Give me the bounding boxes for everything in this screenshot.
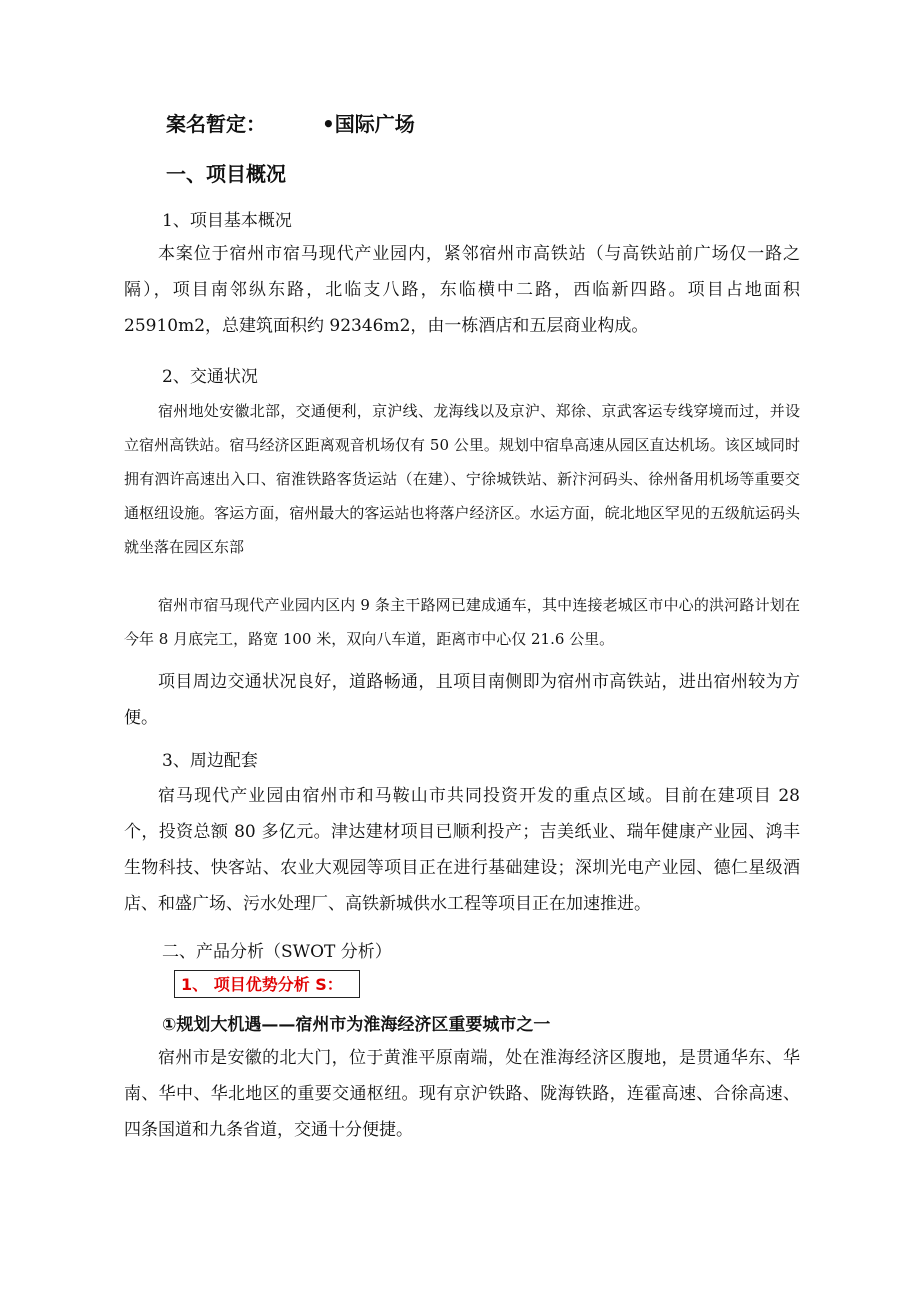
- sub2-paragraph-2: 宿州市宿马现代产业园内区内 9 条主干路网已建成通车，其中连接老城区市中心的洪河路计划在今年 8 月底完工，路宽 100 米，双向八车道，距离市中心仅 21.6 公里。: [124, 596, 800, 648]
- section2-heading: 二、产品分析（SWOT 分析）: [162, 942, 392, 962]
- case-label: 案名暂定：: [166, 112, 266, 136]
- sub2-paragraph-3: 项目周边交通状况良好，道路畅通，且项目南侧即为宿州市高铁站，进出宿州较为方便。: [124, 672, 800, 728]
- point1-paragraph: 宿州市是安徽的北大门，位于黄淮平原南端，处在淮海经济区腹地，是贯通华东、华南、华中、华北地区的重要交通枢纽。现有京沪铁路、陇海铁路，连霍高速、合徐高速、四条国道和九条省道，交通十分便捷。: [124, 1048, 800, 1140]
- case-name: •国际广场: [322, 112, 415, 136]
- sub2-heading: 2、交通状况: [162, 367, 258, 387]
- point1-heading: ①规划大机遇——宿州市为淮海经济区重要城市之一: [162, 1015, 551, 1035]
- section1-heading: 一、项目概况: [166, 162, 286, 186]
- strength-analysis-heading: 1、 项目优势分析 S：: [174, 970, 360, 998]
- sub1-paragraph: 本案位于宿州市宿马现代产业园内，紧邻宿州市高铁站（与高铁站前广场仅一路之隔），项目南邻纵东路，北临支八路，东临横中二路，西临新四路。项目占地面积 25910m2，总建筑面积约 92346m2，由一栋酒店和五层商业构成。: [124, 244, 800, 336]
- sub3-heading: 3、周边配套: [162, 751, 258, 771]
- sub2-paragraph-1: 宿州地处安徽北部，交通便利，京沪线、龙海线以及京沪、郑徐、京武客运专线穿境而过，并设立宿州高铁站。宿马经济区距离观音机场仅有 50 公里。规划中宿阜高速从园区直达机场。该区域同时拥有泗许高速出入口、宿淮铁路客货运站（在建）、宁徐城铁站、新汴河码头、徐州备用机场等重要交通枢纽设施。客运方面，宿州最大的客运站也将落户经济区。水运方面，皖北地区罕见的五级航运码头就坐落在园区东部: [124, 402, 800, 556]
- sub1-heading: 1、项目基本概况: [162, 211, 292, 231]
- sub3-paragraph: 宿马现代产业园由宿州市和马鞍山市共同投资开发的重点区域。目前在建项目 28 个，投资总额 80 多亿元。津达建材项目已顺利投产；吉美纸业、瑞年健康产业园、鸿丰生物科技、快客站、农业大观园等项目正在进行基础建设；深圳光电产业园、德仁星级酒店、和盛广场、污水处理厂、高铁新城供水工程等项目正在加速推进。: [124, 786, 800, 914]
